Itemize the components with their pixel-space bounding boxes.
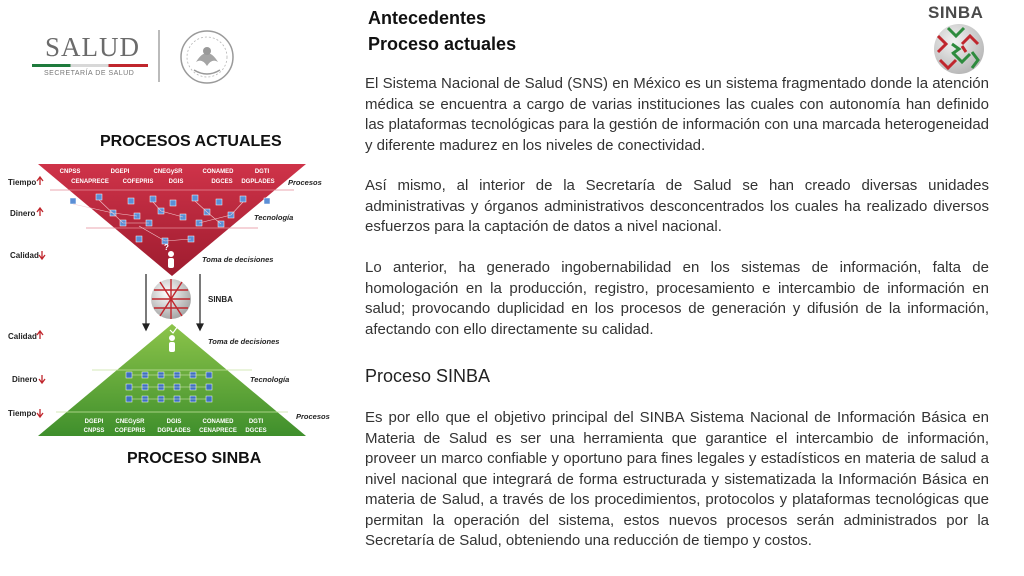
svg-text:?: ? bbox=[164, 243, 169, 252]
top-unit-label: CNPSS bbox=[59, 169, 81, 175]
paragraph-2: Así mismo, al interior de la Secretaría de Salud se han creado diversas unidades administrativas y órganos administrativos desconcentrados los cuales ha realizado diversos esfuerzos para la captación de datos a nivel nacional. bbox=[365, 177, 989, 235]
label-calidad-top: Calidad bbox=[10, 251, 39, 260]
process-diagram bbox=[0, 158, 340, 440]
bottom-unit-label: DGCES bbox=[245, 428, 267, 434]
arrow-up-icon bbox=[37, 177, 43, 185]
label-procesos-bottom: Procesos bbox=[296, 412, 330, 421]
arrow-down-icon bbox=[37, 409, 43, 417]
section-title-proceso-sinba: Proceso SINBA bbox=[365, 366, 491, 386]
bottom-unit-label: CENAPRECE bbox=[199, 428, 237, 434]
paragraph-3: Lo anterior, ha generado ingobernabilidad en los sistemas de información, falta de homologación en la producción, registro, procesamiento e intercambio de información en salud; provocando duplicidad en los procesos de generación y difusión de la información, afectando con ello directamente su calidad. bbox=[365, 259, 989, 338]
label-dinero-top: Dinero bbox=[10, 209, 36, 218]
paragraph-4: Es por ello que el objetivo principal del SINBA Sistema Nacional de Información Básica en Materia de Salud es ser una herramienta que garantice el intercambio de información, proveer un marco confiable y oportuno para fines legales y estadísticos en materia de salud a nivel nacional que integrará de forma estructurada y sistematizada la Información Básica en materia de Salud, a través de los procedimientos, protocolos y plataformas tecnológicas que permitan la operación del sistema, estos nuevos procesos serán administrados por la Secretaría de Salud, obteniendo una reducción de tiempo y costos. bbox=[365, 409, 989, 549]
top-unit-label: DGIS bbox=[168, 179, 184, 185]
paragraph-1: El Sistema Nacional de Salud (SNS) en México es un sistema fragmentado donde la atención médica se encuentra a cargo de varias instituciones las cuales con autonomía han definido las plataformas tecnológicas para la gestión de información con una marcada heterogeneidad y diferente madurez en los niveles de conectividad. bbox=[365, 75, 989, 154]
arrow-down-icon bbox=[39, 375, 45, 383]
top-unit-label: DGTI bbox=[254, 169, 270, 175]
logo-divider bbox=[158, 30, 160, 82]
top-unit-label: COFEPRIS bbox=[122, 179, 154, 185]
top-unit-label: CONAMED bbox=[202, 169, 234, 175]
label-procesos-top: Procesos bbox=[288, 178, 322, 187]
top-unit-label: DGEPI bbox=[110, 169, 130, 175]
bottom-unit-label: CNEGySR bbox=[115, 419, 145, 425]
sinba-globe-small-icon bbox=[151, 279, 191, 319]
page-subtitle: Proceso actuales bbox=[368, 34, 517, 54]
label-tiempo-bottom: Tiempo bbox=[8, 409, 37, 418]
top-unit-label: CENAPRECE bbox=[71, 179, 109, 185]
salud-logo-stripe bbox=[32, 64, 148, 67]
label-toma-decisiones-top: Toma de decisiones bbox=[202, 255, 274, 264]
label-dinero-bottom: Dinero bbox=[12, 375, 38, 384]
top-unit-label: CNEGySR bbox=[153, 169, 183, 175]
mexico-seal-icon bbox=[176, 28, 238, 86]
top-unit-label: DGCES bbox=[211, 179, 233, 185]
label-tecnologia-bottom: Tecnología bbox=[250, 375, 290, 384]
arrow-up-icon bbox=[37, 208, 43, 216]
sinba-brand-text: SINBA bbox=[928, 3, 984, 22]
label-sinba: SINBA bbox=[208, 295, 233, 304]
sinba-globe-icon bbox=[932, 22, 986, 76]
label-toma-decisiones-bottom: Toma de decisiones bbox=[208, 337, 280, 346]
salud-logo bbox=[30, 32, 150, 82]
bottom-unit-label: DGTI bbox=[248, 419, 264, 425]
salud-logo-word: SALUD bbox=[45, 32, 141, 62]
arrow-up-icon bbox=[37, 331, 43, 339]
bottom-unit-label: COFEPRIS bbox=[114, 428, 146, 434]
bottom-unit-label: DGIS bbox=[166, 419, 182, 425]
bottom-unit-label: DGPLADES bbox=[157, 428, 191, 434]
label-tecnologia-top: Tecnología bbox=[254, 213, 294, 222]
bottom-unit-label: CNPSS bbox=[83, 428, 105, 434]
label-calidad-bottom: Calidad bbox=[8, 332, 37, 341]
salud-logo-subtitle: SECRETARÍA DE SALUD bbox=[44, 70, 135, 77]
bottom-unit-label: CONAMED bbox=[202, 419, 234, 425]
arrow-down-icon bbox=[39, 251, 45, 259]
bottom-unit-label: DGEPI bbox=[84, 419, 104, 425]
label-tiempo-top: Tiempo bbox=[8, 178, 37, 187]
diagram-top-heading: PROCESOS ACTUALES bbox=[100, 133, 282, 150]
top-unit-label: DGPLADES bbox=[241, 179, 275, 185]
diagram-bottom-heading: PROCESO SINBA bbox=[127, 450, 262, 467]
page-title: Antecedentes bbox=[368, 8, 487, 28]
